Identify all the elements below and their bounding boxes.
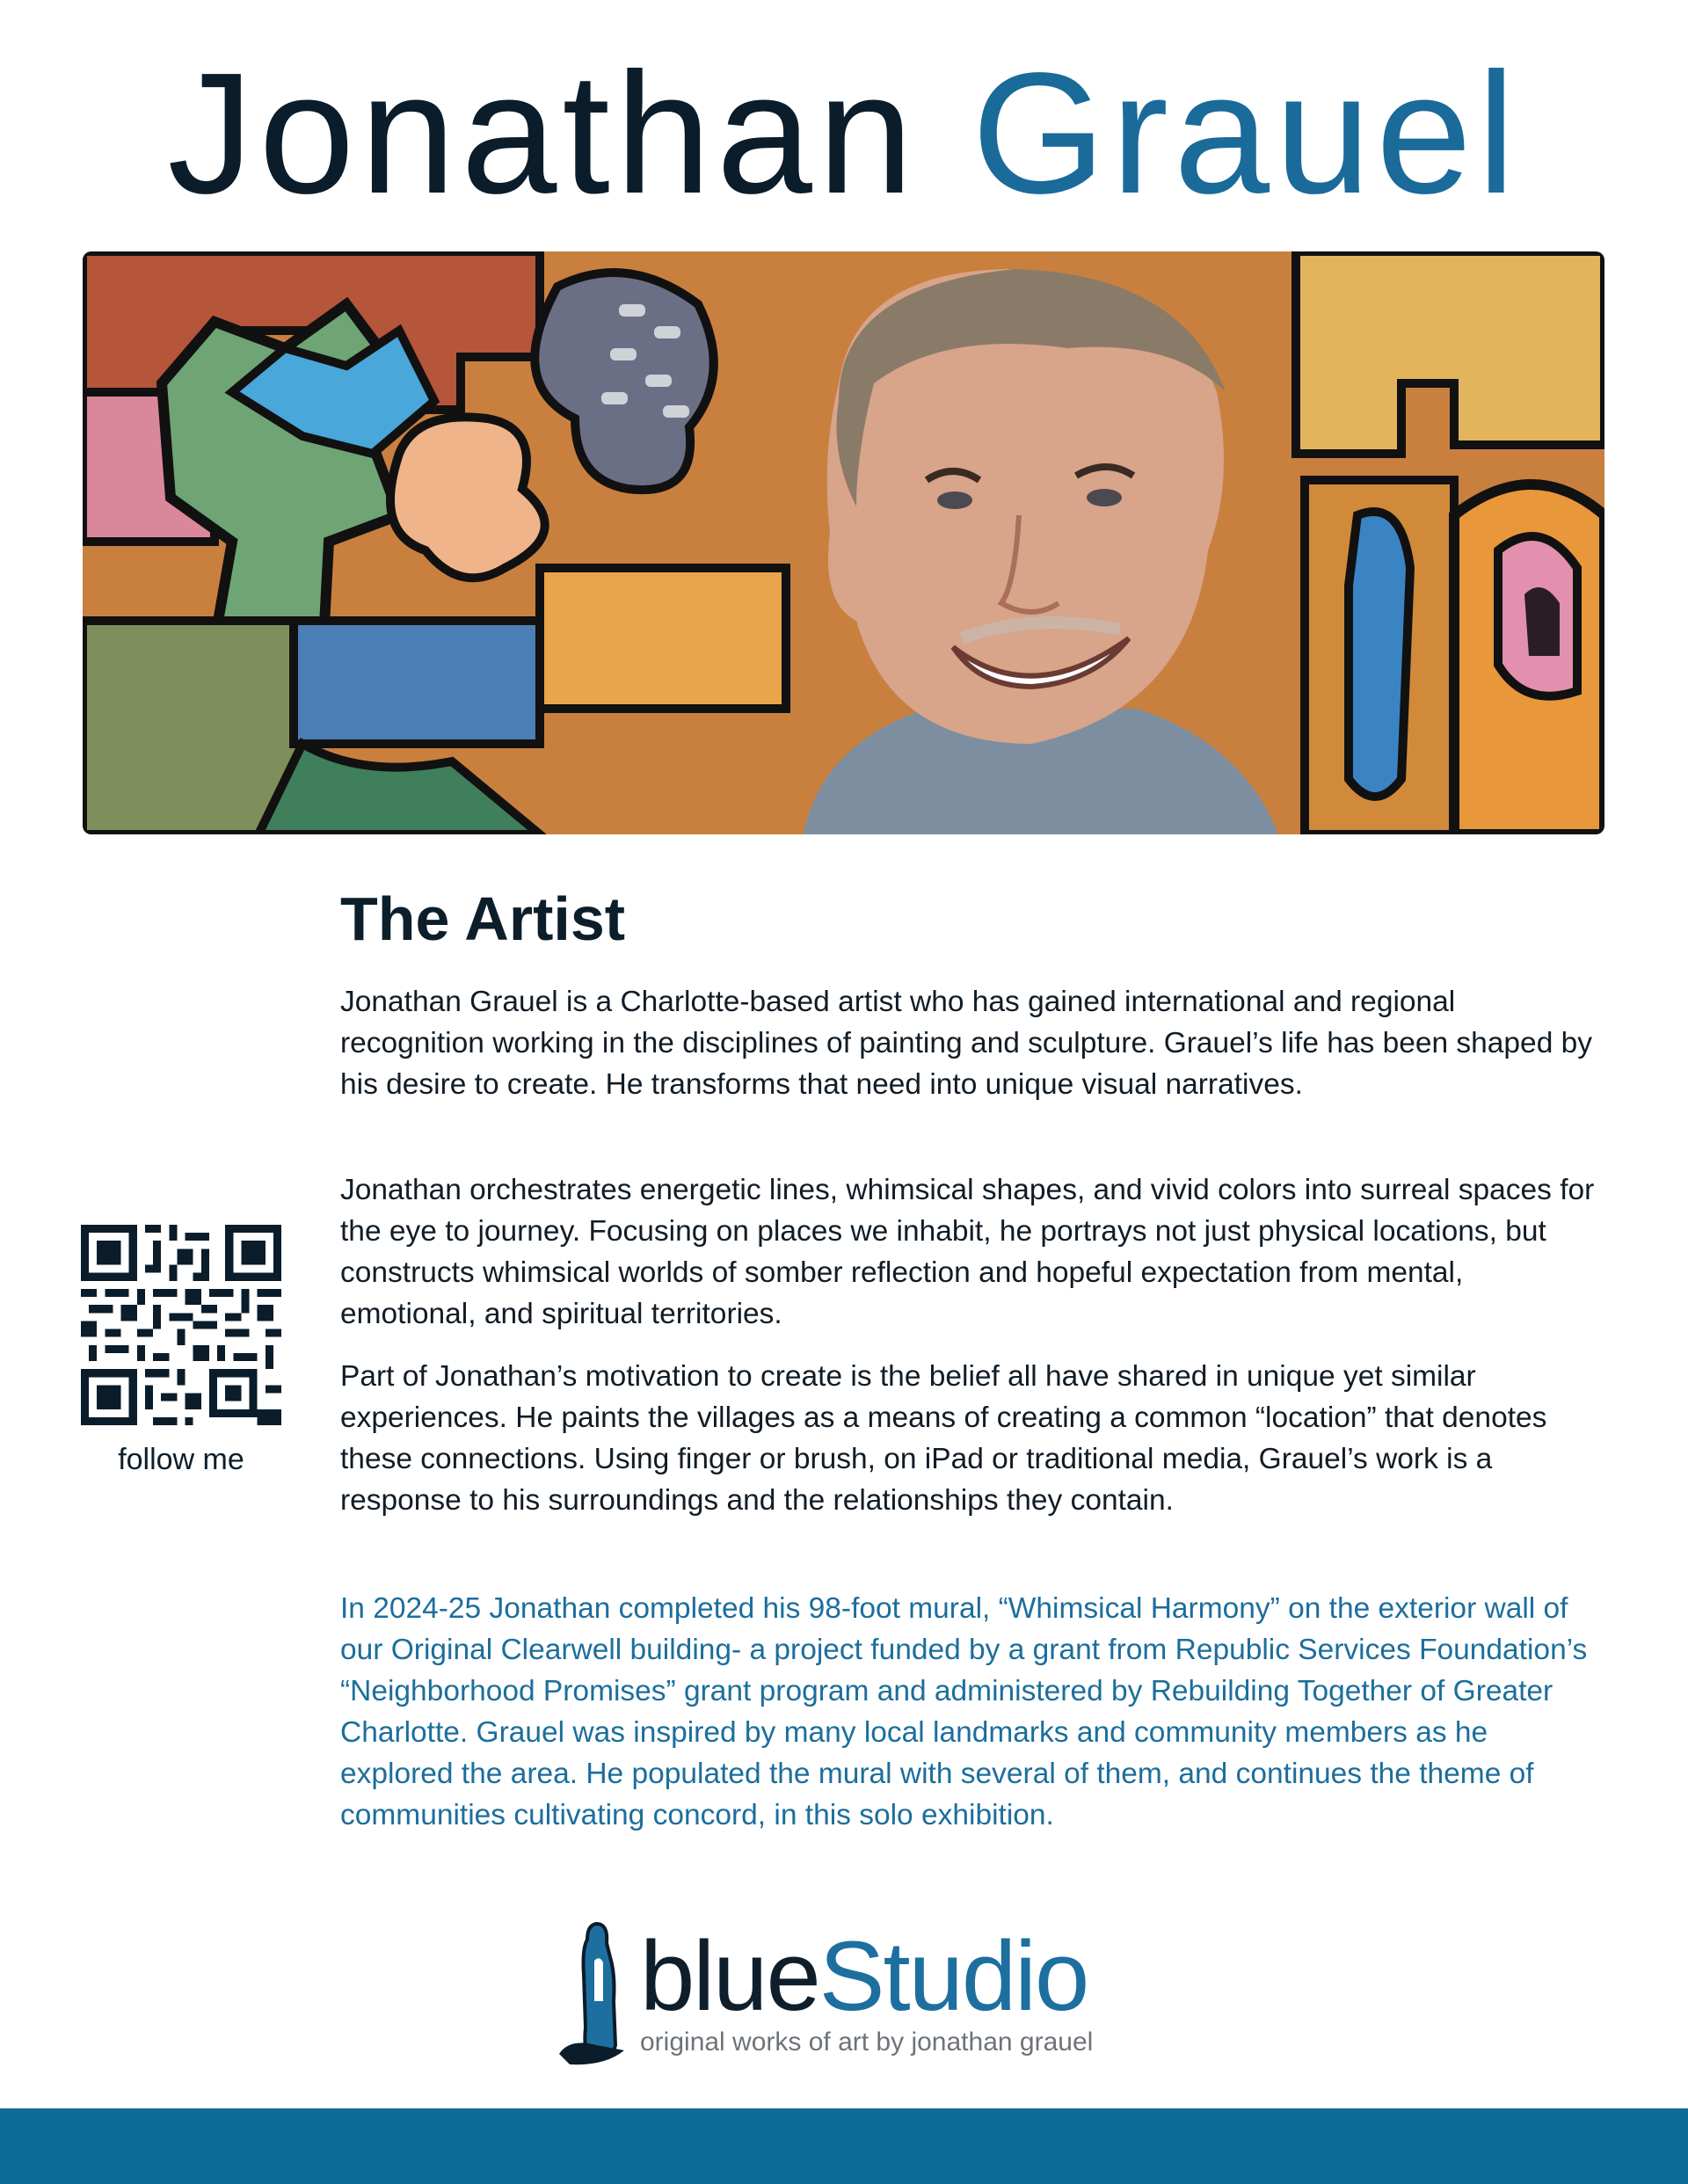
artist-portrait-image (83, 251, 1604, 834)
logo-tagline: original works of art by jonathan grauel (640, 2027, 1094, 2057)
section-heading: The Artist (340, 885, 626, 953)
footer-bar (0, 2108, 1688, 2184)
figure-sculpture-icon (552, 1922, 631, 2066)
qr-block[interactable] (81, 1219, 281, 1477)
bio-paragraph-3: Part of Jonathan’s motivation to create is the belief all have shared in unique yet similar experiences. He paints the villages as a means of creating a common “location” that denotes these connections. Using finger or brush, on iPad or traditional media, Grauel’s work is a response to his surroundings and the relationships they contain. (340, 1360, 1547, 1517)
bio-paragraph-1: Jonathan Grauel is a Charlotte-based artist who has gained international and regional recognition working in the disciplines of painting and sculpture. Grauel’s life has been shaped by his desire to create. He transforms that need into unique visual narratives. (340, 986, 1593, 1101)
mural-paragraph: In 2024-25 Jonathan completed his 98-foot mural, “Whimsical Harmony” on the exterior wall of our Original Clearwell building- a project funded by a grant from Republic Services Foundation’s “Neighborhood Promises” grant program and administered by Rebuilding Together of Greater Charlotte. Grauel was inspired by many local landmarks and community members as he explored the area. He populated the mural with several of them, and continues the theme of communities cultivating concord, in this solo exhibition. (340, 1592, 1588, 1831)
title-last-name: Grauel (971, 37, 1521, 229)
title-first-name: Jonathan (167, 37, 919, 229)
logo-word-blue: blue (640, 1921, 819, 2031)
bio-paragraph-2: Jonathan orchestrates energetic lines, whimsical shapes, and vivid colors into surreal spaces for the eye to journey. Focusing on places we inhabit, he portrays not just physical locations, but constructs whimsical worlds of somber reflection and hopeful expectation from mental, emotional, and spiritual territories. (340, 1174, 1595, 1330)
logo-word-studio: Studio (819, 1921, 1088, 2031)
logo-wordmark (640, 1921, 1088, 2031)
hero-image (83, 251, 1604, 834)
page-title (0, 37, 1688, 230)
qr-label: follow me (118, 1443, 244, 1476)
bluestudio-logo (552, 1922, 1132, 2066)
qr-code-icon[interactable] (81, 1219, 281, 1431)
